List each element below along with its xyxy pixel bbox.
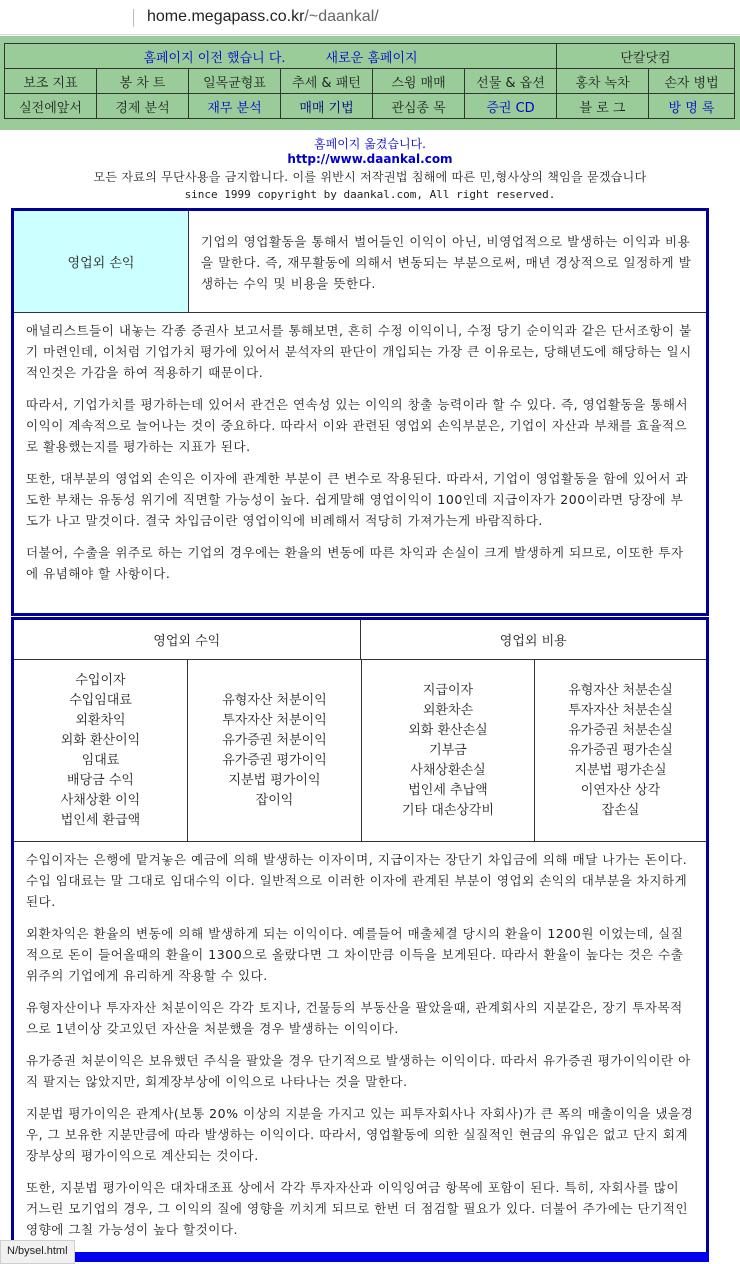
move-notice-text: 홈페이지 이전 했습니 다. [143,50,286,66]
list-item: 유형자산 처분손실 [568,682,673,698]
copyright-warning: 모든 자료의 무단사용을 금지합니다. 이를 위반시 저작권법 침해에 따른 민,형사상의 책임을 묻겠습니다 [93,170,647,184]
list-item: 사채상환 이익 [60,792,141,808]
item-lists [14,660,706,842]
bottom-border [11,1252,709,1262]
nav-item[interactable]: 매매 기법 [281,94,373,119]
list-item: 수입이자 [75,672,126,688]
items-box [11,617,709,1262]
nav-item[interactable]: 증권 CD [465,94,557,119]
url-text[interactable] [147,8,379,26]
explanation-paragraphs [14,842,706,1240]
nav-item[interactable]: 스윙 매매 [373,69,465,94]
list-item: 투자자산 처분이익 [222,712,327,728]
new-url-link[interactable]: http://www.daankal.com [287,152,453,166]
list-item: 법인세 추납액 [408,782,488,798]
list-item: 기타 대손상각비 [401,802,495,818]
paragraph: 또한, 지분법 평가이익은 대차대조표 상에서 각각 투자자산과 이익잉여금 항목에 포함이 된다. 특히, 자회사를 많이 거느린 모기업의 경우, 그 이익의 질에 영향을 끼치게 되므로 한번 더 점검할 필요가 있다. 더불어 주가에는 단기적인 영향에 그칠 가능성이 높다 할것이다. [26,1180,689,1237]
moved-notice: 홈페이지 옮겼습니다. [314,137,426,151]
paragraph: 수입이자는 은행에 맡겨놓은 예금에 의해 발생하는 이자이며, 지급이자는 장단기 차입금에 의해 매달 나가는 돈이다. 수입 임대료는 말 그대로 임대수익 이다. 일반적으로 이러한 이자에 관계된 부분이 영업외 손익의 대부분을 차지하게 된다. [26,852,688,909]
expense-header: 영업외 비용 [360,620,707,659]
list-item: 외환차손 [422,702,474,718]
list-item: 유가증권 평가손실 [568,742,673,758]
address-bar[interactable] [0,0,740,35]
nav-item[interactable]: 방 명 록 [649,94,735,119]
list-item: 지분법 평가손실 [574,762,667,778]
list-item: 유형자산 처분이익 [222,692,327,708]
move-notice[interactable] [5,44,557,69]
paragraph: 애널리스트들이 내놓는 각종 증권사 보고서를 통해보면, 흔히 수정 이익이니, 수정 당기 순이익과 같은 단서조항이 붙기 마련인데, 이처럼 기업가치 평가에 있어서 분석자의 판단이 개입되는 가장 큰 이유로는, 당해년도에 해당하는 일시적인것은 가감을 하여 적용하기 때문이다. [26,323,692,380]
nav-item[interactable]: 블 로 그 [557,94,649,119]
copyright-line: since 1999 copyright by daankal.com, All right reserved. [184,188,556,201]
expense-list-2 [534,660,706,841]
category-headers [14,620,706,660]
paragraph: 유가증권 처분이익은 보유했던 주식을 팔았을 경우 단기적으로 발생하는 이익이다. 따라서 유가증권 평가이익이란 아직 팔지는 않았지만, 회계장부상에 이익으로 나타나는 것을 말한다. [26,1053,691,1089]
nav-item[interactable]: 경제 분석 [97,94,189,119]
address-divider [133,9,134,27]
paragraph: 더불어, 수출을 위주로 하는 기업의 경우에는 환율의 변동에 따른 차익과 손실이 크게 발생하게 되므로, 이또한 투자에 유념해야 할 사항이다. [26,545,684,581]
nav-item[interactable]: 손자 병법 [649,69,735,94]
list-item: 지분법 평가이익 [228,772,321,788]
nav-row-3 [5,94,735,119]
list-item: 외환차익 [75,712,126,728]
list-item: 이연자산 상각 [580,782,661,798]
list-item: 유가증권 평가이익 [222,752,327,768]
paragraph: 또한, 대부분의 영업외 손익은 이자에 관계한 부분이 큰 변수로 작용된다. 따라서, 기업이 영업활동을 함에 있어서 과도한 부채는 유동성 위기에 직면할 가능성이 높다. 쉽게말해 영업이익이 100인데 지급이자가 200이라면 당장에 부도가 나고 말것이다. 결국 차입금이란 영업이익에 비례해서 적당히 가져가는게 바람직하다. [26,471,689,528]
nav-item[interactable]: 홍차 녹차 [557,69,649,94]
list-item: 잡손실 [601,802,640,818]
site-name[interactable]: 단칼닷컴 [557,44,735,69]
list-item: 법인세 환급액 [60,812,141,828]
list-item: 배당금 수익 [67,772,134,788]
nav-item[interactable]: 봉 차 트 [97,69,189,94]
list-item: 외화 환산손실 [408,722,488,738]
nav-item[interactable]: 보조 지표 [5,69,97,94]
list-item: 투자자산 처분손실 [568,702,673,718]
nav-item[interactable]: 추세 & 패턴 [281,69,373,94]
income-list-1 [14,660,187,841]
expense-list-1 [361,660,534,841]
definition-row [14,211,706,313]
nav-row-2 [5,69,735,94]
list-item: 유가증권 처분이익 [222,732,327,748]
definition-box [11,208,709,616]
nav-item[interactable]: 일목균형표 [189,69,281,94]
list-item: 지급이자 [422,682,474,698]
nav-item[interactable]: 재무 분석 [189,94,281,119]
paragraph: 따라서, 기업가치를 평가하는데 있어서 관건은 연속성 있는 이익의 창출 능력이라 할 수 있다. 즉, 영업활동을 통해서 이익이 계속적으로 늘어나는 것이 중요하다. 따라서 이와 관련된 영업외 손익부분은, 기업이 자산과 부채를 효율적으로 활용했는지를 평가하는 지표가 된다. [26,397,689,454]
list-item: 기부금 [429,742,467,758]
nav-item[interactable]: 관심종 목 [373,94,465,119]
paragraph: 외환차익은 환율의 변동에 의해 발생하게 되는 이익이다. 예를들어 매출체결 당시의 환율이 1200원 이었는데, 실질적으로 돈이 들어올때의 환율이 1300으로 올랐다면 그 차이만큼 이득을 보게된다. 따라서 환율이 높다는 것은 수출위주의 기업에게 유리하게 작용할 수 있다. [26,926,684,983]
list-item: 임대료 [81,752,120,768]
url-path: /~daankal/ [304,8,379,25]
nav-item[interactable]: 선물 & 옵션 [465,69,557,94]
nav-item[interactable]: 실전에앞서 [5,94,97,119]
income-list-2 [187,660,361,841]
definition-description: 기업의 영업활동을 통해서 벌어들인 이익이 아닌, 비영업적으로 발생하는 이익과 비용을 말한다. 즉, 재무활동에 의해서 변동되는 부분으로써, 매년 경상적으로 일정하게 발생하는 수익 및 비용을 뜻한다. [201,234,692,291]
intro-paragraphs [14,313,706,584]
list-item: 유가증권 처분손실 [568,722,673,738]
list-item: 수입임대료 [69,692,132,708]
status-bar-url: N/bysel.html [0,1240,75,1264]
header-notes [0,137,740,203]
paragraph: 지분법 평가이익은 관계사(보통 20% 이상의 지분을 가지고 있는 피투자회사나 자회사)가 큰 폭의 매출이익을 냈을경우, 그 보유한 지분만큼에 따라 발생하는 이익이다. 따라서, 영업활동에 의한 실질적인 현금의 유입은 없고 단지 회계 장부상의 평가이익으로 계산되는 것이다. [26,1106,694,1163]
income-header: 영업외 수익 [153,634,221,649]
list-item: 사채상환손실 [410,762,486,778]
list-item: 잡이익 [255,792,294,808]
new-homepage-link[interactable]: 새로운 홈페이지 [325,50,418,66]
list-item: 외화 환산이익 [60,732,141,748]
site-nav [4,43,735,119]
url-domain: home.megapass.co.kr [147,8,305,25]
paragraph: 유형자산이나 투자자산 처분이익은 각각 토지나, 건물등의 부동산을 팔았을때, 관계회사의 지분같은, 장기 투자목적으로 1년이상 갖고있던 자산을 처분했을 경우 발생하는 이익이다. [26,1000,683,1036]
definition-term: 영업외 손익 [14,211,189,312]
